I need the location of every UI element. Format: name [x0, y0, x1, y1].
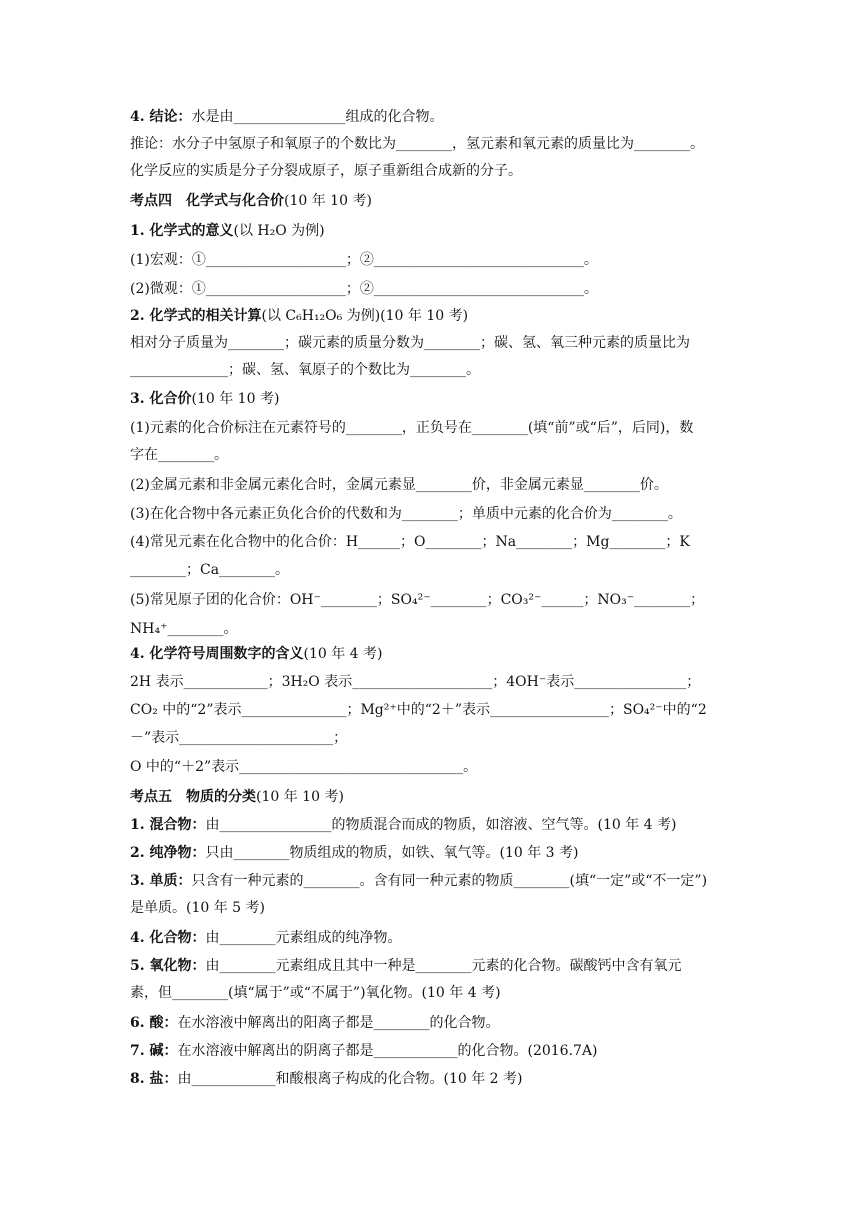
text-line — [130, 700, 740, 720]
text-line — [130, 532, 740, 552]
line-text: 由____________和酸根离子构成的化合物。(10 年 2 考) — [177, 1071, 523, 1087]
text-line — [130, 898, 740, 918]
text-line — [130, 306, 740, 326]
text-line — [130, 418, 740, 438]
text-line — [130, 560, 740, 580]
text-line — [130, 871, 740, 891]
text-line — [130, 389, 740, 409]
line-text: 字在________。 — [130, 447, 228, 463]
line-heading: 3. 化合价 — [130, 391, 192, 407]
line-text: 由________元素组成的纯净物。 — [205, 930, 402, 946]
line-heading: 4. 结论： — [130, 109, 192, 125]
text-line — [130, 107, 740, 127]
line-text: (4)常见元素在化合物中的化合价：H______；O________；Na________；Mg________；K — [130, 534, 690, 550]
line-heading: 6. 酸： — [130, 1015, 178, 1031]
line-text: (10 年 10 考) — [191, 391, 280, 407]
text-line — [130, 619, 740, 639]
text-line — [130, 475, 740, 495]
text-line — [130, 161, 740, 181]
line-text: 在水溶液中解离出的阴离子都是____________的化合物。(2016.7A) — [177, 1043, 598, 1059]
text-line — [130, 504, 740, 524]
text-line — [130, 360, 740, 380]
line-heading: 1. 混合物： — [130, 817, 206, 833]
text-line — [130, 250, 740, 270]
line-text: 由________元素组成且其中一种是________元素的化合物。碳酸钙中含有氧元 — [205, 958, 682, 974]
text-line — [130, 928, 740, 948]
text-line — [130, 1013, 740, 1033]
line-text: 水是由________________组成的化合物。 — [191, 109, 444, 125]
line-text: 只由________物质组成的物质，如铁、氧气等。(10 年 3 考) — [205, 845, 579, 861]
text-line — [130, 815, 740, 835]
line-text: 只含有一种元素的________。含有同一种元素的物质________(填“一定”或“不一定”) — [191, 873, 708, 889]
line-text: 是单质。(10 年 5 考) — [130, 900, 265, 916]
text-line — [130, 333, 740, 353]
text-line — [130, 1069, 740, 1089]
text-line — [130, 445, 740, 465]
line-text: CO₂ 中的“2”表示_______________；Mg²⁺中的“2＋”表示_________________；SO₄²⁻中的“2 — [130, 702, 707, 718]
line-text: －”表示______________________； — [130, 730, 348, 746]
line-text: ________；Ca________。 — [130, 562, 290, 578]
line-heading: 考点四 化学式与化合价 — [130, 193, 284, 209]
line-text: (1)元素的化合价标注在元素符号的________，正负号在________(填“前”或“后”，后同)，数 — [130, 420, 694, 436]
line-heading: 考点五 物质的分类 — [130, 789, 256, 805]
line-heading: 2. 纯净物： — [130, 845, 206, 861]
text-line — [130, 956, 740, 976]
text-line — [130, 221, 740, 241]
line-heading: 4. 化合物： — [130, 930, 206, 946]
text-line — [130, 728, 740, 748]
line-text: (2)微观：①____________________；②______________________________。 — [130, 281, 598, 297]
line-heading: 7. 碱： — [130, 1043, 178, 1059]
line-text: (1)宏观：①____________________；②______________________________。 — [130, 252, 598, 268]
line-text: 2H 表示____________；3H₂O 表示____________________；4OH⁻表示________________； — [130, 674, 701, 690]
line-text: 化学反应的实质是分子分裂成原子，原子重新组合成新的分子。 — [130, 163, 522, 179]
line-heading: 8. 盐： — [130, 1071, 178, 1087]
text-line — [130, 843, 740, 863]
text-line — [130, 644, 740, 664]
line-text: (10 年 10 考) — [256, 789, 344, 805]
line-text: (10 年 4 考) — [303, 646, 383, 662]
line-text: 素，但________(填“属于”或“不属于”)氧化物。(10 年 4 考) — [130, 985, 501, 1001]
text-line — [130, 757, 740, 777]
text-line — [130, 134, 740, 154]
line-heading: 3. 单质： — [130, 873, 192, 889]
text-line — [130, 279, 740, 299]
line-heading: 2. 化学式的相关计算 — [130, 308, 262, 324]
text-line — [130, 787, 740, 807]
line-text: (5)常见原子团的化合价：OH⁻________；SO₄²⁻________；CO₃²⁻______；NO₃⁻________； — [130, 592, 705, 608]
line-text: (以 H₂O 为例) — [233, 223, 325, 239]
line-text: 由________________的物质混合而成的物质，如溶液、空气等。(10 年 4 考) — [205, 817, 677, 833]
line-heading: 1. 化学式的意义 — [130, 223, 234, 239]
text-line — [130, 983, 740, 1003]
line-text: (3)在化合物中各元素正负化合价的代数和为________；单质中元素的化合价为________。 — [130, 506, 682, 522]
line-text: ______________；碳、氢、氧原子的个数比为________。 — [130, 362, 480, 378]
line-text: 相对分子质量为________；碳元素的质量分数为________；碳、氢、氧三种元素的质量比为 — [130, 335, 690, 351]
line-text: (2)金属元素和非金属元素化合时，金属元素显________价，非金属元素显________价。 — [130, 477, 668, 493]
line-text: O 中的“＋2”表示________________________________。 — [130, 759, 478, 775]
text-line — [130, 590, 740, 610]
line-text: 推论：水分子中氢原子和氧原子的个数比为________，氢元素和氧元素的质量比为________。 — [130, 136, 704, 152]
line-heading: 4. 化学符号周围数字的含义 — [130, 646, 304, 662]
line-heading: 5. 氧化物： — [130, 958, 206, 974]
text-line — [130, 672, 740, 692]
line-text: (以 C₆H₁₂O₆ 为例)(10 年 10 考) — [261, 308, 469, 324]
line-text: (10 年 10 考) — [284, 193, 372, 209]
text-line — [130, 191, 740, 211]
line-text: NH₄⁺________。 — [130, 621, 238, 637]
line-text: 在水溶液中解离出的阳离子都是________的化合物。 — [177, 1015, 500, 1031]
text-line — [130, 1041, 740, 1061]
